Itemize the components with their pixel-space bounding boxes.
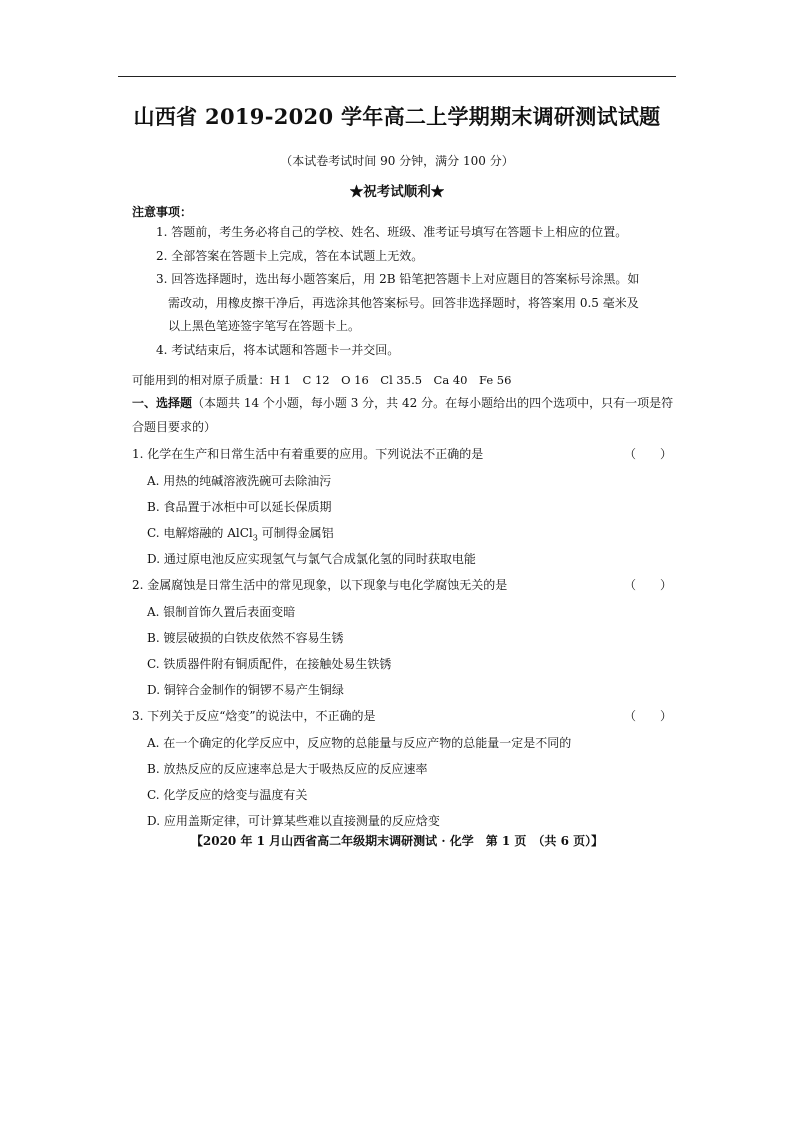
section-heading	[132, 391, 680, 439]
option-b: B. 镀层破损的白铁皮依然不容易生锈	[147, 631, 344, 645]
page-title: 山西省 2019-2020 学年高二上学期期末调研测试试题	[133, 104, 661, 129]
notice-heading: 注意事项：	[132, 205, 193, 219]
option-b: B. 食品置于冰柜中可以延长保质期	[147, 500, 332, 514]
exam-info: （本试卷考试时间 90 分钟，满分 100 分）	[280, 154, 514, 168]
notice-list	[156, 221, 676, 362]
notice-text: 2. 全部答案在答题卡上完成，答在本试题上无效。	[156, 248, 424, 263]
notice-item	[156, 245, 676, 269]
option-d: D. 应用盖斯定律，可计算某些难以直接测量的反应焓变	[147, 814, 440, 828]
option-d: D. 铜锌合金制作的铜锣不易产生铜绿	[147, 683, 344, 697]
notice-text: 1. 答题前，考生务必将自己的学校、姓名、班级、准考证号填写在答题卡上相应的位置。	[156, 225, 628, 239]
notice-item	[156, 221, 676, 245]
notice-text: 4. 考试结束后，将本试题和答题卡一并交回。	[156, 342, 400, 357]
option-text: C. 电解熔融的 AlCl	[147, 526, 253, 540]
question-stem	[132, 707, 672, 724]
question-stem	[132, 445, 672, 462]
notice-text-cont: 以上黑色笔迹签字笔写在答题卡上。	[168, 319, 361, 333]
notice-text-cont: 需改动，用橡皮擦干净后，再选涂其他答案标号。回答非选择题时，将答案用 0.5 毫米及	[168, 295, 639, 310]
subscript: 3	[252, 533, 258, 543]
section-label: 一、选择题	[132, 396, 193, 410]
good-luck-banner: ★祝考试顺利★	[349, 184, 445, 200]
option-a: A. 用热的纯碱溶液洗碗可去除油污	[147, 474, 332, 488]
top-rule	[118, 76, 676, 77]
notice-text: 3. 回答选择题时，选出每小题答案后，用 2B 铅笔把答题卡上对应题目的答案标号涂黑。如	[156, 272, 640, 286]
answer-blank: （ ）	[623, 578, 672, 592]
option-a: A. 银制首饰久置后表面变暗	[147, 605, 296, 619]
option-c	[147, 524, 334, 542]
option-text: 可制得金属铝	[257, 526, 334, 540]
question-text: 3. 下列关于反应“焓变”的说法中，不正确的是	[132, 709, 376, 723]
notice-item	[156, 339, 676, 363]
notice-item	[156, 268, 676, 339]
atomic-masses: 可能用到的相对原子质量：H 1 C 12 O 16 Cl 35.5 Ca 40 Fe 56	[132, 373, 512, 387]
option-b: B. 放热反应的反应速率总是大于吸热反应的反应速率	[147, 762, 428, 776]
option-c: C. 化学反应的焓变与温度有关	[147, 788, 308, 802]
option-a: A. 在一个确定的化学反应中，反应物的总能量与反应产物的总能量一定是不同的	[147, 736, 572, 750]
question-text: 1. 化学在生产和日常生活中有着重要的应用。下列说法不正确的是	[132, 447, 484, 461]
option-d: D. 通过原电池反应实现氢气与氯气合成氯化氢的同时获取电能	[147, 552, 476, 566]
answer-blank: （ ）	[623, 709, 672, 723]
question-text: 2. 金属腐蚀是日常生活中的常见现象，以下现象与电化学腐蚀无关的是	[132, 578, 508, 592]
page-footer: 【2020 年 1 月山西省高二年级期末调研测试 · 化学 第 1 页 （共 6 页）】	[190, 834, 604, 848]
question-stem	[132, 576, 672, 593]
answer-blank: （ ）	[623, 447, 672, 461]
section-text: （本题共 14 个小题，每小题 3 分，共 42 分。在每小题给出的四个选项中，只有一项是符合题目要求的）	[132, 396, 674, 434]
option-c: C. 铁质器件附有铜质配件，在接触处易生铁锈	[147, 657, 392, 671]
